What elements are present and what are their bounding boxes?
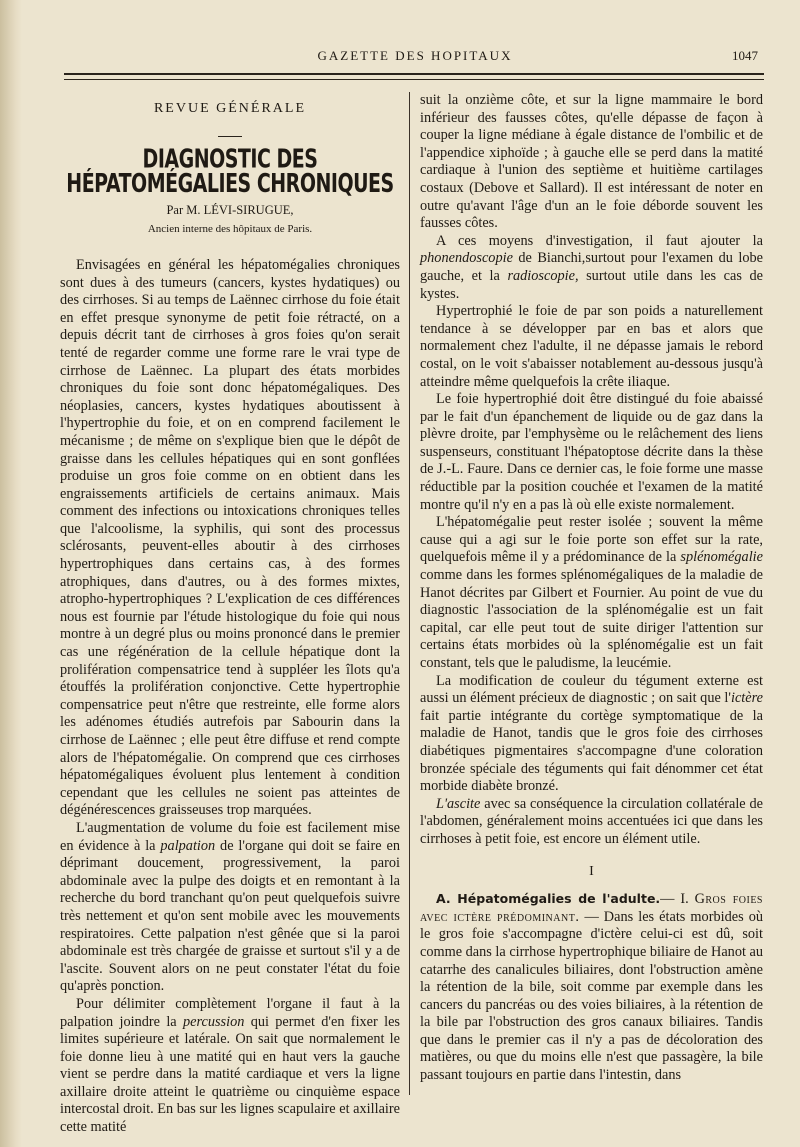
section-heading: REVUE GÉNÉRALE	[153, 101, 307, 116]
paragraph: suit la onzième côte, et sur la ligne mammaire le bord inférieur des fausses côtes, qu'elle dépasse de façon à couper la ligne médiane à égale distance de l'ombilic et de l'appendice xiphoïde ; à gauche elle se perd dans la matité cardiaque à l'union des septième et huitième cartilages costaux (Debove et Sallard). Il est intéressant de noter en outre qu'avant l'âge d'un an le foie déborde souvent les fausses côtes.	[420, 92, 763, 232]
paragraph: L'augmentation de volume du foie est facilement mise en évidence à la palpation de l'organe qui doit se faire en déprimant doucement, progressivement, la paroi abdominale avec la pulpe des doigts et en remontant à la recherche du bord tranchant qu'on peut quelquefois suivre très nettement et qu'on sent mobile avec les mouvements respiratoires. Cette palpation n'est gênée que si la paroi abdominale est très chargée de graisse et surtout s'il y a de l'ascite. Souvent alors on ne peut constater l'état du foie qu'après ponction.	[60, 819, 400, 995]
paragraph: Hypertrophié le foie de par son poids a naturellement tendance à se développer par en bas et alors que normalement chez l'adulte, il ne dépasse jamais le rebord costal, on le voit s'abaisser notablement au-dessous jusqu'à atteindre même quelquefois la crête iliaque.	[420, 303, 763, 390]
author-affiliation: Ancien interne des hôpitaux de Paris.	[147, 223, 313, 236]
emphasis: ictère	[730, 690, 763, 707]
paragraph: La modification de couleur du tégument externe est aussi un élément précieux de diagnostic ; on sait que l'ictère fait partie intégrante du cortège symptomatique de la maladie de Hanot, tandis que le gros foie des cirrhoses diabétiques pigmentaires s'accompagne d'une coloration bronzée spéciale des téguments qui fait dénommer cet état morbide diabète bronzé.	[420, 672, 763, 795]
subsection-caps: Gros foies avec ictère prédominant.	[420, 891, 763, 925]
paragraph: Envisagées en général les hépatomégalies chroniques sont dues à des tumeurs (cancers, kystes hydatiques) ou des cirrhoses. Si au temps de Laënnec cirrhose du foie était en effet presque synonyme de petit foie rétracté, on a depuis décrit tant de cirrhoses à gros foies qu'on serait tenté de regarder comme une forme rare le vrai type de cirrhose de Laënnec. La plupart des états morbides chroniques du foie sont donc hépatomégaliques. Des néoplasies, cancers, kystes hydatiques aboutissent à l'hypertrophie du foie, et on en comprend facilement le mécanisme ; de même on s'explique bien que le dépôt de graisse dans les cellules hépatiques qui en sont gonflées produise un gros foie comme on en obtient dans les engraissements artificiels de certains animaux. Mais comment des infections ou intoxications chroniques telles que l'alcoolisme, la syphilis, qui sont des processus sclérosants, peuvent-elles aboutir à des cirrhoses hypertrophiques dans certains cas, à des formes atrophiques, dans d'autres, ou à des formes mixtes, atropho-hypertrophiques ? L'explication de ces différences nous est fournie par l'étude histologique du foie qui nous montre à un degré plus ou moins prononcé dans le premier cas une régénération de la cellule hépatique dont la prolifération compensatrice tend à suppléer les îlots qu'a étouffés la prolifération conjonctive. Cette hypertrophie compensatrice peut n'être que restreinte, elle forme alors les adénomes étudiés autrefois par Sabourin dans la cirrhose de Laënnec ; elle peut être diffuse et rend compte alors de l'hépatomégalie. On comprend que ces cirrhoses hépatomégaliques évoluent plus lentement à condition cependant que les cellules ne soient pas atteintes de dégénérescences graisseuses trop marquées.	[60, 256, 400, 819]
section-numeral: I	[589, 863, 594, 879]
binding-shadow	[0, 0, 22, 1147]
byline: Par M. LÉVI-SIRUGUE,	[166, 202, 294, 217]
heading-dash	[218, 136, 242, 137]
header-rule-thin	[64, 79, 764, 80]
header-rule-thick	[64, 73, 764, 75]
emphasis: palpation	[160, 837, 216, 854]
page-number: 1047	[732, 48, 758, 63]
paragraph: Le foie hypertrophié doit être distingué du foie abaissé par le fait d'un épanchement de liquide ou de gaz dans la plèvre droite, par l'emphysème ou le relâchement des liens suspenseurs, constituant l'hépatoptose décrite dans la thèse de J.-L. Faure. Dans ce dernier cas, le foie forme une masse réductible par la position couchée et l'examen de la matité montre qu'il n'y en a pas là où elle existe normalement.	[420, 391, 763, 513]
article-title: DIAGNOSTIC DES HÉPATOMÉGALIES CHRONIQUES	[66, 144, 394, 198]
paragraph: L'hépatomégalie peut rester isolée ; souvent la même cause qui a agi sur le foie porte son effet sur la rate, quelquefois même il y a prédominance de la splénomégalie comme dans les formes splénomégaliques de la maladie de Hanot décrites par Gilbert et Fournier. Au point de vue du diagnostic l'association de la splénomégalie est un fait capital, car elle peut tout de suite diriger l'attention sur certains états morbides où la splénomégalie est un fait constant, tels que le paludisme, la leucémie.	[420, 514, 763, 671]
emphasis: phonendoscopie	[420, 250, 513, 267]
emphasis: splénomégalie	[680, 549, 763, 566]
right-column	[420, 92, 763, 1085]
subsection-label: A. Hépatomégalies de l'adulte.	[436, 891, 661, 907]
running-header	[60, 48, 770, 70]
emphasis: radioscopie,	[507, 267, 579, 284]
paragraph: A. Hépatomégalies de l'adulte.— I. Gros foies avec ictère prédominant. — Dans les états morbides où le gros foie s'accompagne d'ictère celui-ci est dû, soit comme dans la cirrhose hypertrophique biliaire de Hanot au catarrhe des canalicules biliaires, dont l'obstruction amène la rétention de la bile, soit comme par exemple dans les cancers du pancréas ou des voies biliaires, à la rétention de la bile par l'obstruction des gros canaux biliaires. Tandis que dans le premier cas il n'y a pas de décoloration des matières, ou que du moins elle n'est que passagère, la bile passant toujours en partie dans l'intestin, dans	[420, 891, 764, 1084]
running-title: GAZETTE DES HOPITAUX	[317, 48, 513, 63]
column-separator	[409, 92, 410, 1095]
emphasis: percussion	[182, 1013, 245, 1030]
paragraph: L'ascite avec sa conséquence la circulation collatérale de l'abdomen, généralement moins accentuées ici que dans les cirrhoses à petit foie, est encore un élément utile.	[420, 795, 763, 847]
paragraph: Pour délimiter complètement l'organe il faut à la palpation joindre la percussion qui permet d'en fixer les limites supérieure et latérale. On sait que normalement le foie donne lieu à une matité qui en haut vers la gauche vient se perdre dans la matité cardiaque et vers la ligne axillaire droite atteint le quatrième ou cinquième espace intercostal droit. En bas sur les lignes scapulaire et axillaire cette matité	[60, 995, 400, 1136]
emphasis: L'ascite	[436, 795, 481, 812]
left-column	[60, 92, 400, 1137]
paragraph: A ces moyens d'investigation, il faut ajouter la phonendoscopie de Bianchi,surtout pour l'examen du lobe gauche, et la radioscopie, surtout utile dans les cas de kystes.	[420, 232, 763, 302]
